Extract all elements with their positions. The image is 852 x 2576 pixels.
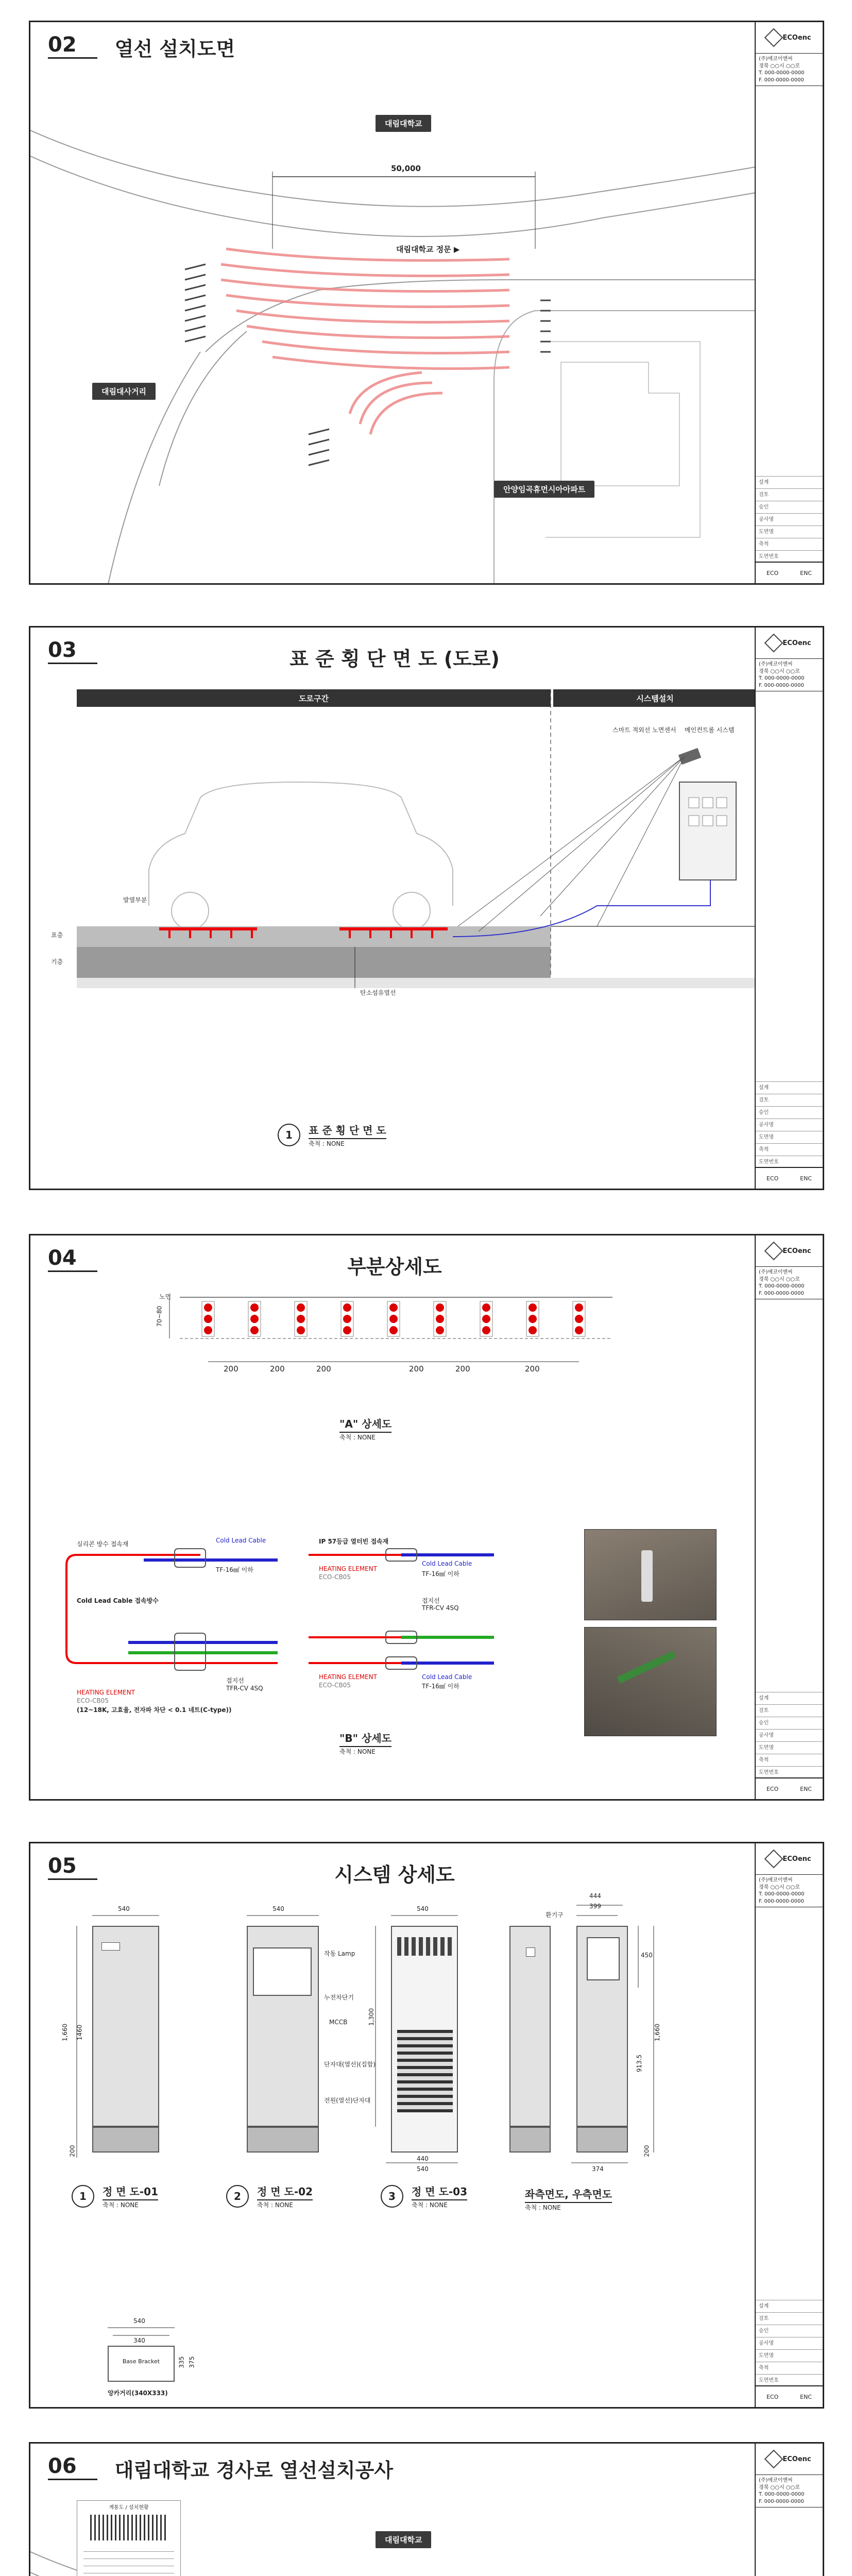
company-logo: ECOenc — [756, 22, 823, 54]
caption-front-03: 3 정 면 도-03 축척 : NONE — [381, 2183, 467, 2209]
title-block — [755, 1235, 823, 1799]
site-photo-2 — [584, 1627, 717, 1736]
title-block-rows: 설계 검토 승인 공사명 도면명 축척 도면번호 — [756, 2300, 823, 2386]
base-bracket — [108, 2346, 175, 2382]
sheet-06 — [29, 2442, 824, 2576]
dim-h1: 1,660 — [61, 2023, 69, 2042]
label-road: 노면 — [159, 1293, 172, 1300]
caption-side: 좌측면도, 우측면도 축척 : NONE — [525, 2186, 612, 2212]
caption-detail-a: "A" 상세도 축척 : NONE — [339, 1416, 391, 1442]
sheet-title: 시스템 상세도 — [334, 1863, 455, 1886]
cabinet-handle — [101, 1942, 120, 1951]
sheet-02-heading — [48, 35, 235, 59]
cabinet-window — [253, 1947, 312, 1996]
company-info: (주)에코이엔씨 경북 ○○시 ○○로 T. 000-0000-0000 F. 000-0000-0000 — [756, 54, 823, 86]
sheet-number: 05 — [48, 1856, 97, 1880]
label-vent: 환기구 — [546, 1911, 564, 1919]
dim-w3b: 440 — [417, 2155, 429, 2162]
spacing-6: 200 — [525, 1364, 540, 1374]
base-bracket-label: Base Bracket — [122, 2358, 160, 2365]
cabinet-side-right — [576, 1926, 628, 2127]
company-logo: ECOenc — [756, 1843, 823, 1875]
company-info: (주)에코이엔씨 경북 ○○시 ○○로 T. 000-0000-0000 F. 000-0000-0000 — [756, 1875, 823, 1907]
label-cable: 탄소섬유열선 — [360, 989, 396, 996]
title-block — [755, 22, 823, 583]
dim-h4c: 913.5 — [636, 2054, 643, 2073]
logo-mark-icon — [764, 28, 783, 47]
dim-h4a: 450 — [641, 1952, 653, 1959]
label-ip57: IP 57등급 열터빈 접속재 — [319, 1538, 389, 1545]
title-block-footer: ECO ENC — [756, 562, 823, 583]
title-block — [755, 1843, 823, 2407]
sheet-title: 열선 설치도면 — [114, 38, 235, 60]
dim-h1b: 1460 — [76, 2024, 83, 2041]
company-logo: ECOenc — [756, 1235, 823, 1267]
label-heating-1: HEATING ELEMENT — [319, 1565, 377, 1572]
label-heating-3: HEATING ELEMENT — [77, 1689, 135, 1696]
label-silicon: 실리콘 방수 접속재 — [77, 1540, 129, 1548]
label-heating-3-sub: ECO-CB05 — [77, 1697, 109, 1704]
dim-w3: 540 — [417, 1905, 429, 1912]
sheet-number: 02 — [48, 35, 97, 59]
company-info: (주)에코이엔씨 경북 ○○시 ○○로 T. 000-0000-0000 F. 000-0000-0000 — [756, 659, 823, 691]
label-depth: 70~80 — [156, 1306, 163, 1327]
label-lamp: 작동 Lamp — [324, 1950, 355, 1957]
label-apartment: 안양임곡휴먼시아아파트 — [494, 481, 594, 498]
label-cold-lead-1: Cold Lead Cable — [216, 1537, 266, 1544]
company-info: (주)에코이엔씨 경북 ○○시 ○○로 T. 000-0000-0000 F. 000-0000-0000 — [756, 2475, 823, 2507]
label-term: 단자대(열선)(집합) — [324, 2061, 376, 2068]
label-tfr-4: TFR-CV 4SQ — [422, 1604, 459, 1612]
title-block-rows: 설계 검토 승인 공사명 도면명 축척 도면번호 — [756, 1081, 823, 1168]
spacing-3: 200 — [316, 1364, 331, 1374]
site-plan-drawing — [30, 22, 824, 585]
dim-h3: 1,300 — [368, 2008, 376, 2026]
side-meter-window — [587, 1937, 620, 1980]
sheet-04 — [29, 1234, 824, 1801]
dimension-label: 50,000 — [391, 164, 421, 173]
side-knob — [526, 1947, 535, 1957]
logo-mark-icon — [764, 1242, 783, 1261]
spacing-2: 200 — [270, 1364, 285, 1374]
photo-pole — [641, 1550, 653, 1602]
anchor-caption: 앙카거리(340X333) — [108, 2389, 168, 2397]
label-breaker: 누전차단기 — [324, 1994, 354, 2001]
sheet-title: 부분상세도 — [347, 1256, 442, 1278]
dim-h4b: 1,660 — [654, 2023, 661, 2042]
logo-mark-icon — [764, 1850, 783, 1869]
dim-bw2: 340 — [133, 2337, 145, 2344]
dim-w3c: 540 — [417, 2165, 429, 2173]
label-base: 기층 — [51, 958, 63, 965]
sheet-number: 03 — [48, 640, 97, 664]
dim-w2: 540 — [272, 1905, 284, 1912]
label-tfr-5: TF-16㎟ 이하 — [422, 1683, 459, 1690]
sheet-number: 06 — [48, 2456, 97, 2480]
logo-mark-icon — [764, 634, 783, 653]
label-main-gate: 대림대학교 정문 ▶ — [396, 245, 460, 254]
cabinet-front-02 — [247, 1926, 319, 2127]
title-block-footer: ECO ENC — [756, 1167, 823, 1189]
photo-cable — [617, 1651, 676, 1683]
cabinet-base-side-left — [509, 2127, 551, 2153]
spacing-5: 200 — [455, 1364, 470, 1374]
dim-w4a: 444 — [589, 1892, 601, 1900]
label-cold-lead-3: Cold Lead Cable — [422, 1673, 472, 1681]
title-block — [755, 2444, 823, 2576]
sheet-03 — [29, 626, 824, 1190]
label-cold-lead-joint: Cold Lead Cable 접속방수 — [77, 1597, 159, 1604]
sheet-02 — [29, 21, 824, 585]
company-info: (주)에코이엔씨 경북 ○○시 ○○로 T. 000-0000-0000 F. 000-0000-0000 — [756, 1267, 823, 1299]
label-heating: 발열부분 — [123, 896, 147, 904]
cross-section-drawing — [30, 628, 824, 1190]
cabinet-base-side-right — [576, 2127, 628, 2153]
cabinet-base-02 — [247, 2127, 319, 2153]
label-tfr-1: TF-16㎟ 이하 — [216, 1566, 253, 1573]
sheet-title: 표 준 횡 단 면 도 (도로) — [289, 648, 500, 670]
cabinet-breaker-row — [397, 1937, 453, 1956]
dim-bh2: 375 — [188, 2356, 196, 2368]
company-logo: ECOenc — [756, 2444, 823, 2475]
title-block-footer: ECO ENC — [756, 1777, 823, 1799]
caption-front-02: 2 정 면 도-02 축척 : NONE — [226, 2183, 313, 2209]
legend-graphic — [90, 2515, 167, 2540]
cabinet-terminal-block — [397, 2030, 453, 2112]
title-block-rows: 설계 검토 승인 공사명 도면명 축척 도면번호 — [756, 1692, 823, 1778]
cabinet-base-01 — [92, 2127, 159, 2153]
label-controller: 메인컨트롤 시스템 — [685, 726, 735, 734]
label-tfr-2: TF-16㎟ 이하 — [422, 1570, 459, 1578]
dim-w4b: 399 — [589, 1903, 601, 1910]
caption-detail-b: "B" 상세도 축척 : NONE — [339, 1730, 391, 1756]
label-school: 대림대학교 — [376, 115, 431, 132]
label-surface: 표층 — [51, 931, 63, 939]
legend-panel — [77, 2500, 181, 2576]
label-intersection: 대림대사거리 — [92, 383, 156, 400]
dim-b4: 200 — [643, 2145, 651, 2157]
label-spec: (12~18K, 고효율, 전자파 차단 < 0.1 네트(C-type)) — [77, 1706, 232, 1714]
dim-w4c: 374 — [592, 2165, 604, 2173]
cabinet-front-03 — [391, 1926, 458, 2153]
label-heating-2-sub: ECO-CB05 — [319, 1682, 351, 1689]
label-cold-lead-2: Cold Lead Cable — [422, 1560, 472, 1567]
sheet-number: 04 — [48, 1248, 97, 1272]
label-heating-2: HEATING ELEMENT — [319, 1673, 377, 1681]
site-photo-1 — [584, 1529, 717, 1620]
label-sensor: 스마트 적외선 노면센서 — [612, 726, 676, 734]
spacing-4: 200 — [409, 1364, 424, 1374]
dim-w1: 540 — [118, 1905, 130, 1912]
company-logo: ECOenc — [756, 628, 823, 659]
title-block — [755, 628, 823, 1189]
sheet-title: 대림대학교 경사로 열선설치공사 — [114, 2459, 394, 2482]
legend-title: 계통도 / 설치현황 — [109, 2505, 149, 2511]
dim-bw1: 540 — [133, 2317, 145, 2325]
label-heating-1-sub: ECO-CB05 — [319, 1573, 351, 1581]
label-joint-2: 접지선 — [422, 1597, 440, 1604]
caption-cross-section: 1 표 준 횡 단 면 도 축척 : NONE — [278, 1122, 386, 1148]
label-tfr-3: TFR-CV 4SQ — [226, 1685, 263, 1692]
dim-b1: 200 — [69, 2145, 76, 2157]
cabinet-front-01 — [92, 1926, 159, 2127]
banner-road: 도로구간 — [77, 689, 551, 707]
label-school: 대림대학교 — [376, 2531, 431, 2548]
sheet-05 — [29, 1842, 824, 2409]
label-din: 전원(열선)단자대 — [324, 2097, 371, 2104]
title-block-rows: 설계 검토 승인 공사명 도면명 축척 도면번호 — [756, 476, 823, 563]
legend-table — [83, 2545, 174, 2576]
sheet-06-heading — [48, 2456, 393, 2480]
caption-front-01: 1 정 면 도-01 축척 : NONE — [72, 2183, 158, 2209]
cabinet-side-left — [509, 1926, 551, 2127]
logo-mark-icon — [764, 2450, 783, 2469]
dim-bh1: 335 — [178, 2356, 185, 2368]
title-block-footer: ECO ENC — [756, 2385, 823, 2407]
banner-system: 시스템설치 — [553, 689, 757, 707]
label-joint-1: 접지선 — [226, 1677, 244, 1684]
spacing-1: 200 — [224, 1364, 238, 1374]
label-ctrl: MCCB — [329, 2019, 348, 2026]
